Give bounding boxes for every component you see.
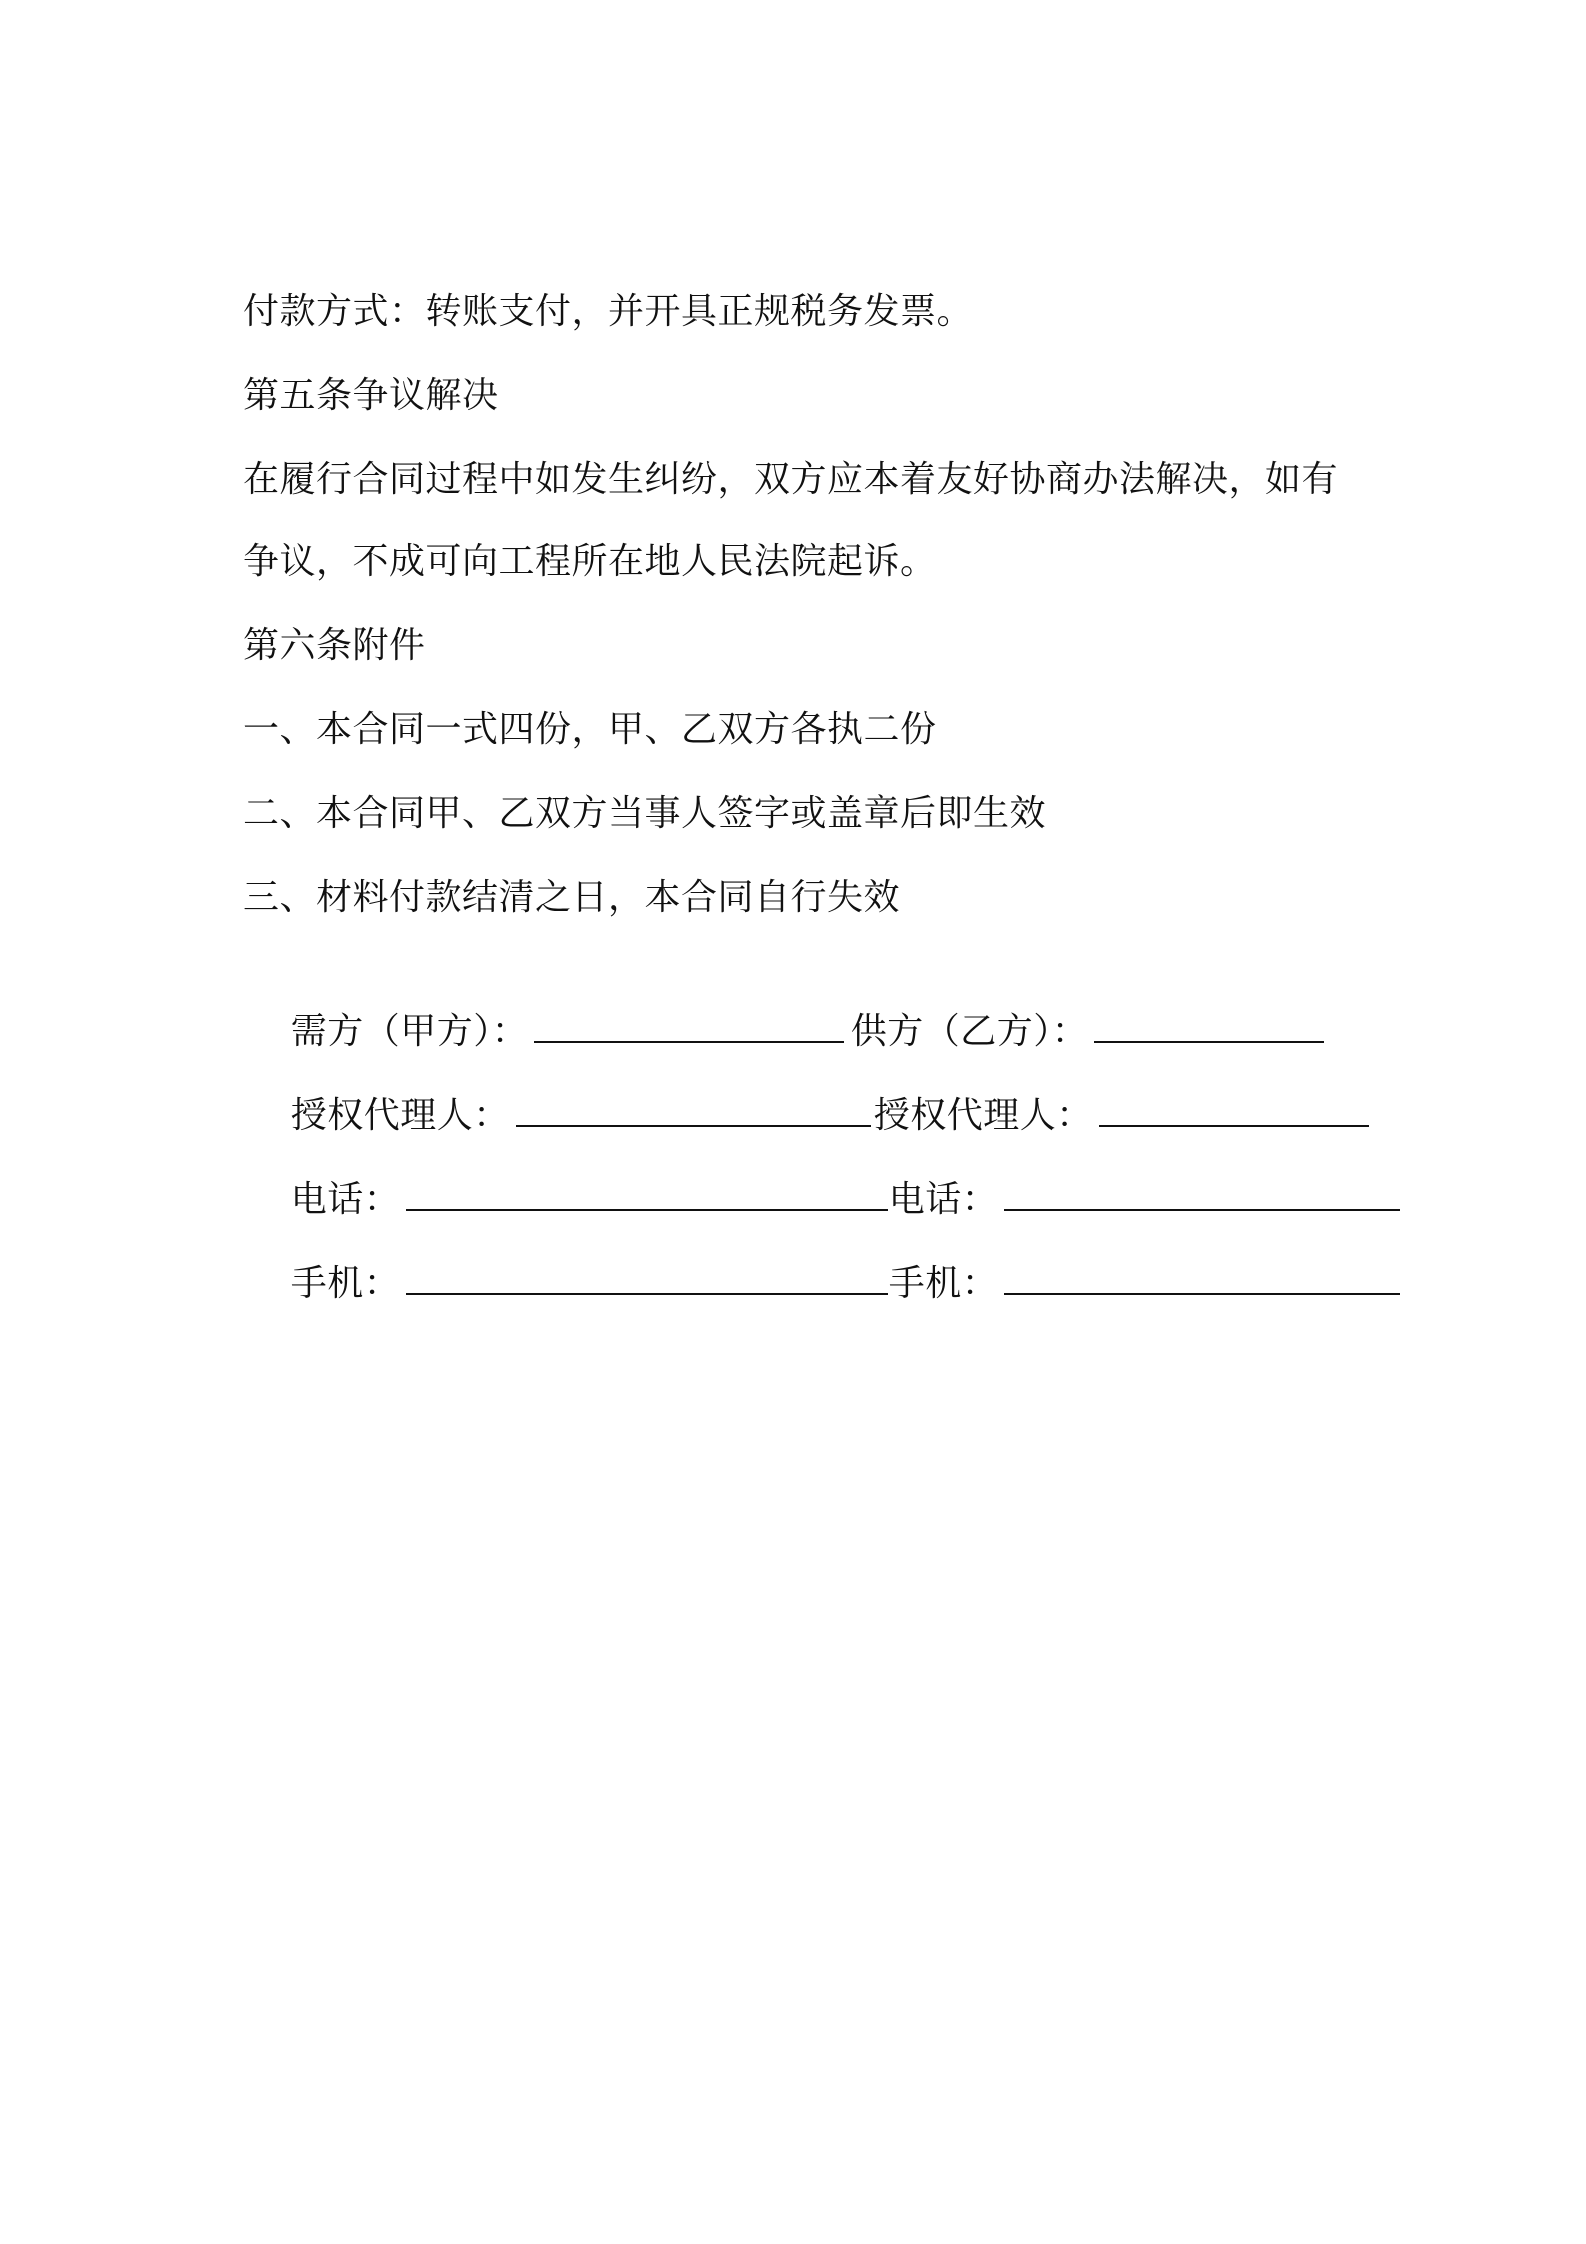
mobile-b-field [841,1218,1400,1350]
payment-method-line: 付款方式：转账支付，并开具正规税务发票。 [243,291,974,332]
article-six-heading: 第六条附件 [243,625,426,666]
phone-a-label: 电话： [290,1179,401,1220]
party-b-blank[interactable] [1094,1011,1324,1043]
dispute-paragraph-line-1: 在履行合同过程中如发生纠纷，双方应本着友好协商办法解决，如有 [243,459,1339,500]
party-b-label: 供方（乙方）： [850,1011,1089,1052]
agent-b-label: 授权代理人： [873,1095,1093,1136]
attachment-item-1: 一、本合同一式四份，甲、乙双方各执二份 [243,709,937,750]
phone-b-label: 电话： [888,1179,999,1220]
mobile-a-field [243,1218,888,1350]
party-a-label: 需方（甲方）： [290,1011,529,1052]
mobile-a-label: 手机： [290,1263,401,1304]
party-a-blank[interactable] [534,1011,844,1043]
agent-a-blank[interactable] [516,1095,871,1127]
phone-b-blank[interactable] [1004,1179,1400,1211]
attachment-item-3: 三、材料付款结清之日，本合同自行失效 [243,877,901,918]
article-five-heading: 第五条争议解决 [243,375,499,416]
mobile-b-blank[interactable] [1004,1263,1400,1295]
agent-a-label: 授权代理人： [290,1095,510,1136]
attachment-item-2: 二、本合同甲、乙双方当事人签字或盖章后即生效 [243,793,1047,834]
mobile-a-blank[interactable] [406,1263,888,1295]
agent-b-blank[interactable] [1099,1095,1369,1127]
mobile-b-label: 手机： [888,1263,999,1304]
phone-a-blank[interactable] [406,1179,888,1211]
dispute-paragraph-line-2: 争议，不成可向工程所在地人民法院起诉。 [243,541,937,582]
